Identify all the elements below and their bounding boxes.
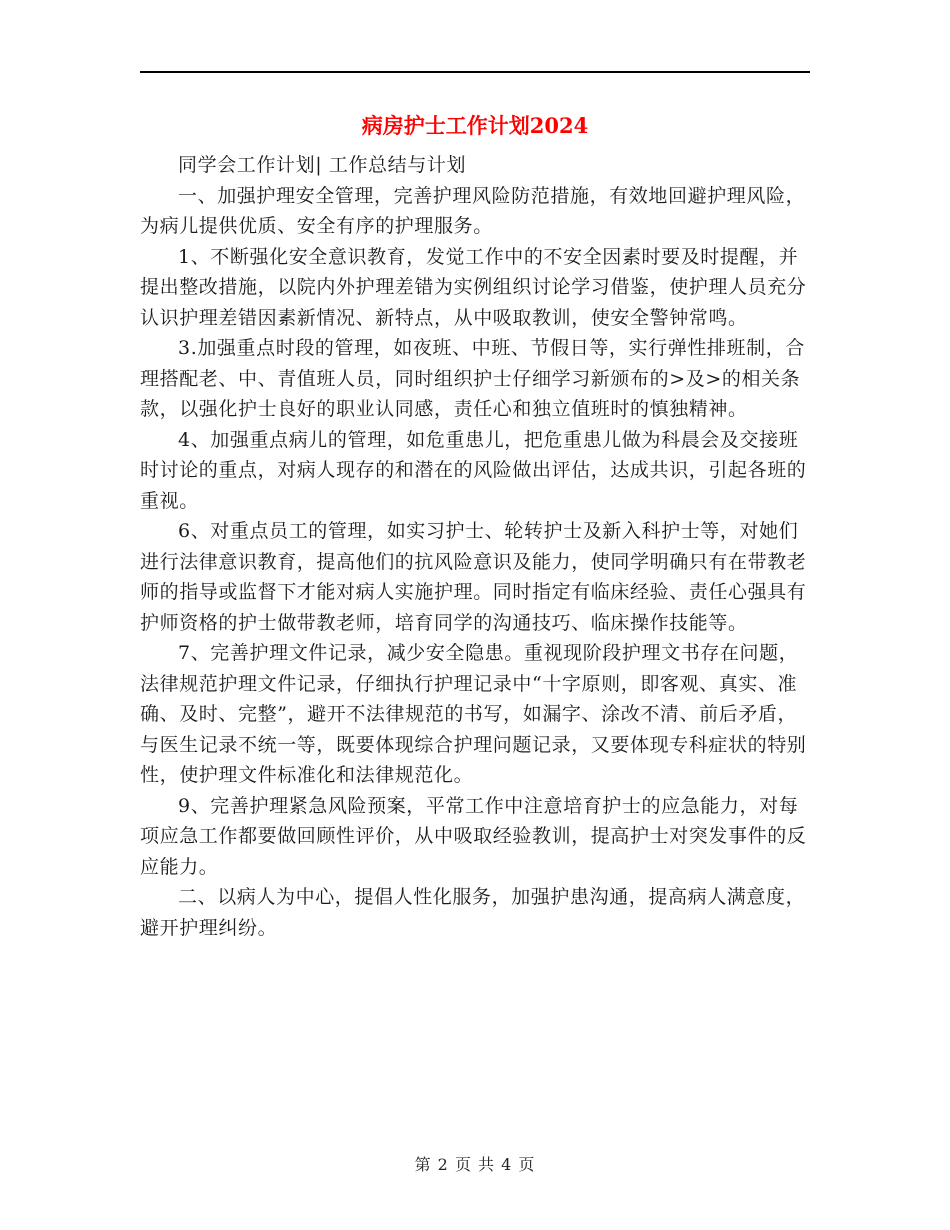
paragraph: 1、不断强化安全意识教育，发觉工作中的不安全因素时要及时提醒，并提出整改措施，以院内外护理差错为实例组织讨论学习借鉴，使护理人员充分认识护理差错因素新情况、新特点，从中吸取教训，使安全警钟常鸣。 [140, 245, 807, 329]
paragraph: 3.加强重点时段的管理，如夜班、中班、节假日等，实行弹性排班制，合理搭配老、中、青值班人员，同时组织护士仔细学习新颁布的>及>的相关条款，以强化护士良好的职业认同感，责任心和独立值班时的慎独精神。 [140, 337, 805, 420]
paragraph: 9、完善护理紧急风险预案，平常工作中注意培育护士的应急能力，对每项应急工作都要做回顾性评价，从中吸取经验教训，提高护士对突发事件的反应能力。 [140, 794, 807, 878]
paragraph: 7、完善护理文件记录，减少安全隐患。重视现阶段护理文书存在问题，法律规范护理文件记录，仔细执行护理记录中“十字原则，即客观、真实、准确、及时、完整”，避开不法律规范的书写，如漏字、涂改不清、前后矛盾，与医生记录不统一等，既要体现综合护理问题记录，又要体现专科症状的特别性，使护理文件标准化和法律规范化。 [140, 642, 807, 786]
paragraph: 4、加强重点病儿的管理，如危重患儿，把危重患儿做为科晨会及交接班时讨论的重点，对病人现存的和潜在的风险做出评估，达成共识，引起各班的重视。 [140, 428, 807, 512]
paragraph: 一、加强护理安全管理，完善护理风险防范措施，有效地回避护理风险，为病儿提供优质、安全有序的护理服务。 [140, 184, 806, 237]
document-title: 病房护士工作计划2024 [361, 113, 589, 138]
paragraph: 二、以病人为中心，提倡人性化服务，加强护患沟通，提高病人满意度，避开护理纠纷。 [140, 886, 806, 939]
document-body [140, 150, 816, 943]
header-rule [140, 71, 810, 73]
page-footer: 第 2 页 共 4 页 [414, 1155, 536, 1174]
paragraph: 6、对重点员工的管理，如实习护士、轮转护士及新入科护士等，对她们进行法律意识教育，提高他们的抗风险意识及能力，使同学明确只有在带教老师的指导或监督下才能对病人实施护理。同时指定有临床经验、责任心强具有护师资格的护士做带教老师，培育同学的沟通技巧、临床操作技能等。 [140, 520, 807, 634]
subtitle-line: 同学会工作计划| 工作总结与计划 [178, 154, 467, 176]
